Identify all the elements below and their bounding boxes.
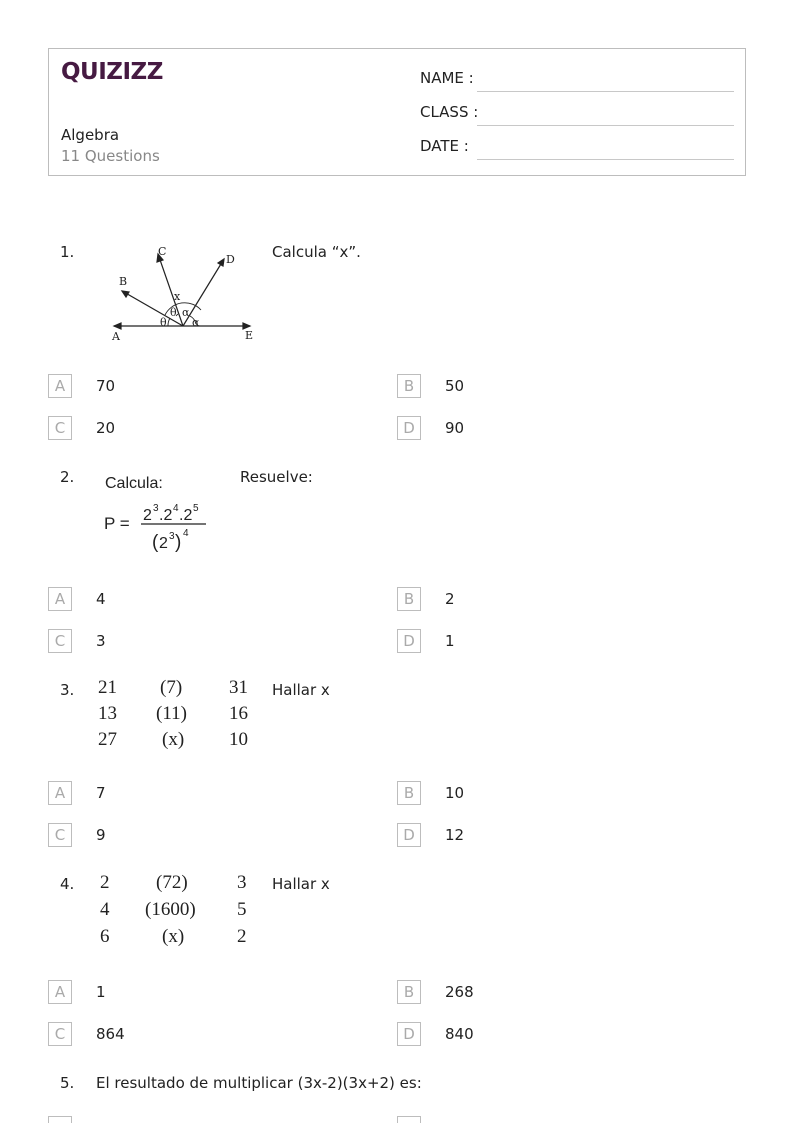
- question-3-text: Hallar x: [272, 681, 330, 699]
- q1-option-b-box[interactable]: B: [397, 374, 421, 398]
- q2-option-b-box[interactable]: B: [397, 587, 421, 611]
- q1-option-b-text[interactable]: 50: [445, 377, 465, 395]
- q2-option-d-box[interactable]: D: [397, 629, 421, 653]
- grid-cell: (1600): [145, 899, 196, 920]
- svg-text:3: 3: [153, 503, 159, 514]
- label-x: x: [174, 290, 181, 303]
- date-label: DATE :: [420, 137, 469, 155]
- q3-option-d-text[interactable]: 12: [445, 826, 465, 844]
- grid-cell: 3: [237, 872, 247, 893]
- q3-option-a-text[interactable]: 7: [96, 784, 106, 802]
- date-field[interactable]: [420, 137, 734, 161]
- expression-caption: Calcula:: [105, 475, 163, 492]
- label-a: A: [112, 330, 120, 343]
- q5-option-a-box[interactable]: [48, 1116, 72, 1123]
- grid-cell: 5: [237, 899, 247, 920]
- q4-option-d-box[interactable]: D: [397, 1022, 421, 1046]
- q1-option-d-box[interactable]: D: [397, 416, 421, 440]
- class-field[interactable]: [420, 103, 734, 127]
- number-grid-q4: [100, 872, 260, 952]
- svg-text:.2: .2: [179, 507, 193, 524]
- q1-option-c-box[interactable]: C: [48, 416, 72, 440]
- expression-lhs: P =: [104, 514, 130, 533]
- question-5-number: 5.: [60, 1074, 75, 1092]
- q2-option-c-text[interactable]: 3: [96, 632, 106, 650]
- q2-option-b-text[interactable]: 2: [445, 590, 455, 608]
- name-line[interactable]: [477, 91, 734, 92]
- worksheet-title: Algebra: [61, 126, 120, 144]
- label-b: B: [119, 275, 128, 288]
- svg-text:2: 2: [159, 535, 168, 552]
- q1-option-d-text[interactable]: 90: [445, 419, 465, 437]
- worksheet-header: [48, 48, 746, 176]
- grid-cell: 2: [237, 926, 247, 947]
- grid-cell: 16: [229, 703, 248, 724]
- svg-text:): ): [175, 532, 182, 553]
- exponent-expression: [102, 470, 222, 560]
- grid-cell: 4: [100, 899, 110, 920]
- grid-cell: 27: [98, 729, 117, 750]
- question-2-number: 2.: [60, 468, 75, 486]
- q3-option-d-box[interactable]: D: [397, 823, 421, 847]
- q3-option-c-box[interactable]: C: [48, 823, 72, 847]
- q4-option-a-box[interactable]: A: [48, 980, 72, 1004]
- number-grid-q3: [98, 677, 258, 755]
- class-line[interactable]: [477, 125, 734, 126]
- q2-option-d-text[interactable]: 1: [445, 632, 455, 650]
- q3-option-a-box[interactable]: A: [48, 781, 72, 805]
- grid-cell: 31: [229, 677, 248, 698]
- q4-option-a-text[interactable]: 1: [96, 983, 106, 1001]
- date-line[interactable]: [477, 159, 734, 160]
- svg-text:4: 4: [173, 503, 179, 514]
- grid-cell: 6: [100, 926, 110, 947]
- grid-cell: (11): [156, 703, 187, 724]
- q5-option-b-box[interactable]: [397, 1116, 421, 1123]
- svg-text:5: 5: [193, 503, 199, 514]
- svg-text:3: 3: [169, 531, 175, 542]
- q4-option-b-text[interactable]: 268: [445, 983, 474, 1001]
- name-field[interactable]: [420, 69, 734, 93]
- label-d: D: [226, 253, 235, 266]
- grid-cell: (x): [162, 926, 185, 947]
- q3-option-b-text[interactable]: 10: [445, 784, 465, 802]
- q1-option-c-text[interactable]: 20: [96, 419, 116, 437]
- q4-option-b-box[interactable]: B: [397, 980, 421, 1004]
- class-label: CLASS :: [420, 103, 479, 121]
- q4-option-c-text[interactable]: 864: [96, 1025, 125, 1043]
- question-1-text: Calcula “x”.: [272, 243, 361, 261]
- label-theta-lower: θ: [160, 316, 167, 329]
- grid-cell: 21: [98, 677, 117, 698]
- question-2-text: Resuelve:: [240, 468, 313, 486]
- question-4-text: Hallar x: [272, 875, 330, 893]
- grid-cell: 13: [98, 703, 117, 724]
- svg-text:2: 2: [143, 507, 152, 524]
- q4-option-c-box[interactable]: C: [48, 1022, 72, 1046]
- grid-cell: (x): [162, 729, 185, 750]
- question-1-number: 1.: [60, 243, 75, 261]
- question-3-number: 3.: [60, 681, 75, 699]
- label-c: C: [158, 245, 167, 258]
- q3-option-b-box[interactable]: B: [397, 781, 421, 805]
- label-theta-upper: θ: [170, 306, 177, 319]
- quizizz-logo: QUIZIZZ: [61, 59, 163, 85]
- grid-cell: 2: [100, 872, 110, 893]
- label-alpha-lower: α: [192, 316, 200, 329]
- grid-cell: (7): [160, 677, 183, 698]
- question-count: 11 Questions: [61, 147, 160, 165]
- svg-text:(: (: [152, 532, 159, 553]
- label-alpha-upper: α: [182, 306, 190, 319]
- question-4-number: 4.: [60, 875, 75, 893]
- angle-diagram: [108, 242, 258, 346]
- q1-option-a-box[interactable]: A: [48, 374, 72, 398]
- q1-option-a-text[interactable]: 70: [96, 377, 116, 395]
- svg-text:4: 4: [183, 528, 189, 539]
- grid-cell: 10: [229, 729, 248, 750]
- q2-option-a-box[interactable]: A: [48, 587, 72, 611]
- q2-option-a-text[interactable]: 4: [96, 590, 106, 608]
- q4-option-d-text[interactable]: 840: [445, 1025, 474, 1043]
- grid-cell: (72): [156, 872, 188, 893]
- label-e: E: [245, 329, 254, 342]
- svg-text:.2: .2: [159, 507, 173, 524]
- question-5-text: El resultado de multiplicar (3x-2)(3x+2) es:: [96, 1074, 422, 1092]
- q3-option-c-text[interactable]: 9: [96, 826, 106, 844]
- q2-option-c-box[interactable]: C: [48, 629, 72, 653]
- name-label: NAME :: [420, 69, 474, 87]
